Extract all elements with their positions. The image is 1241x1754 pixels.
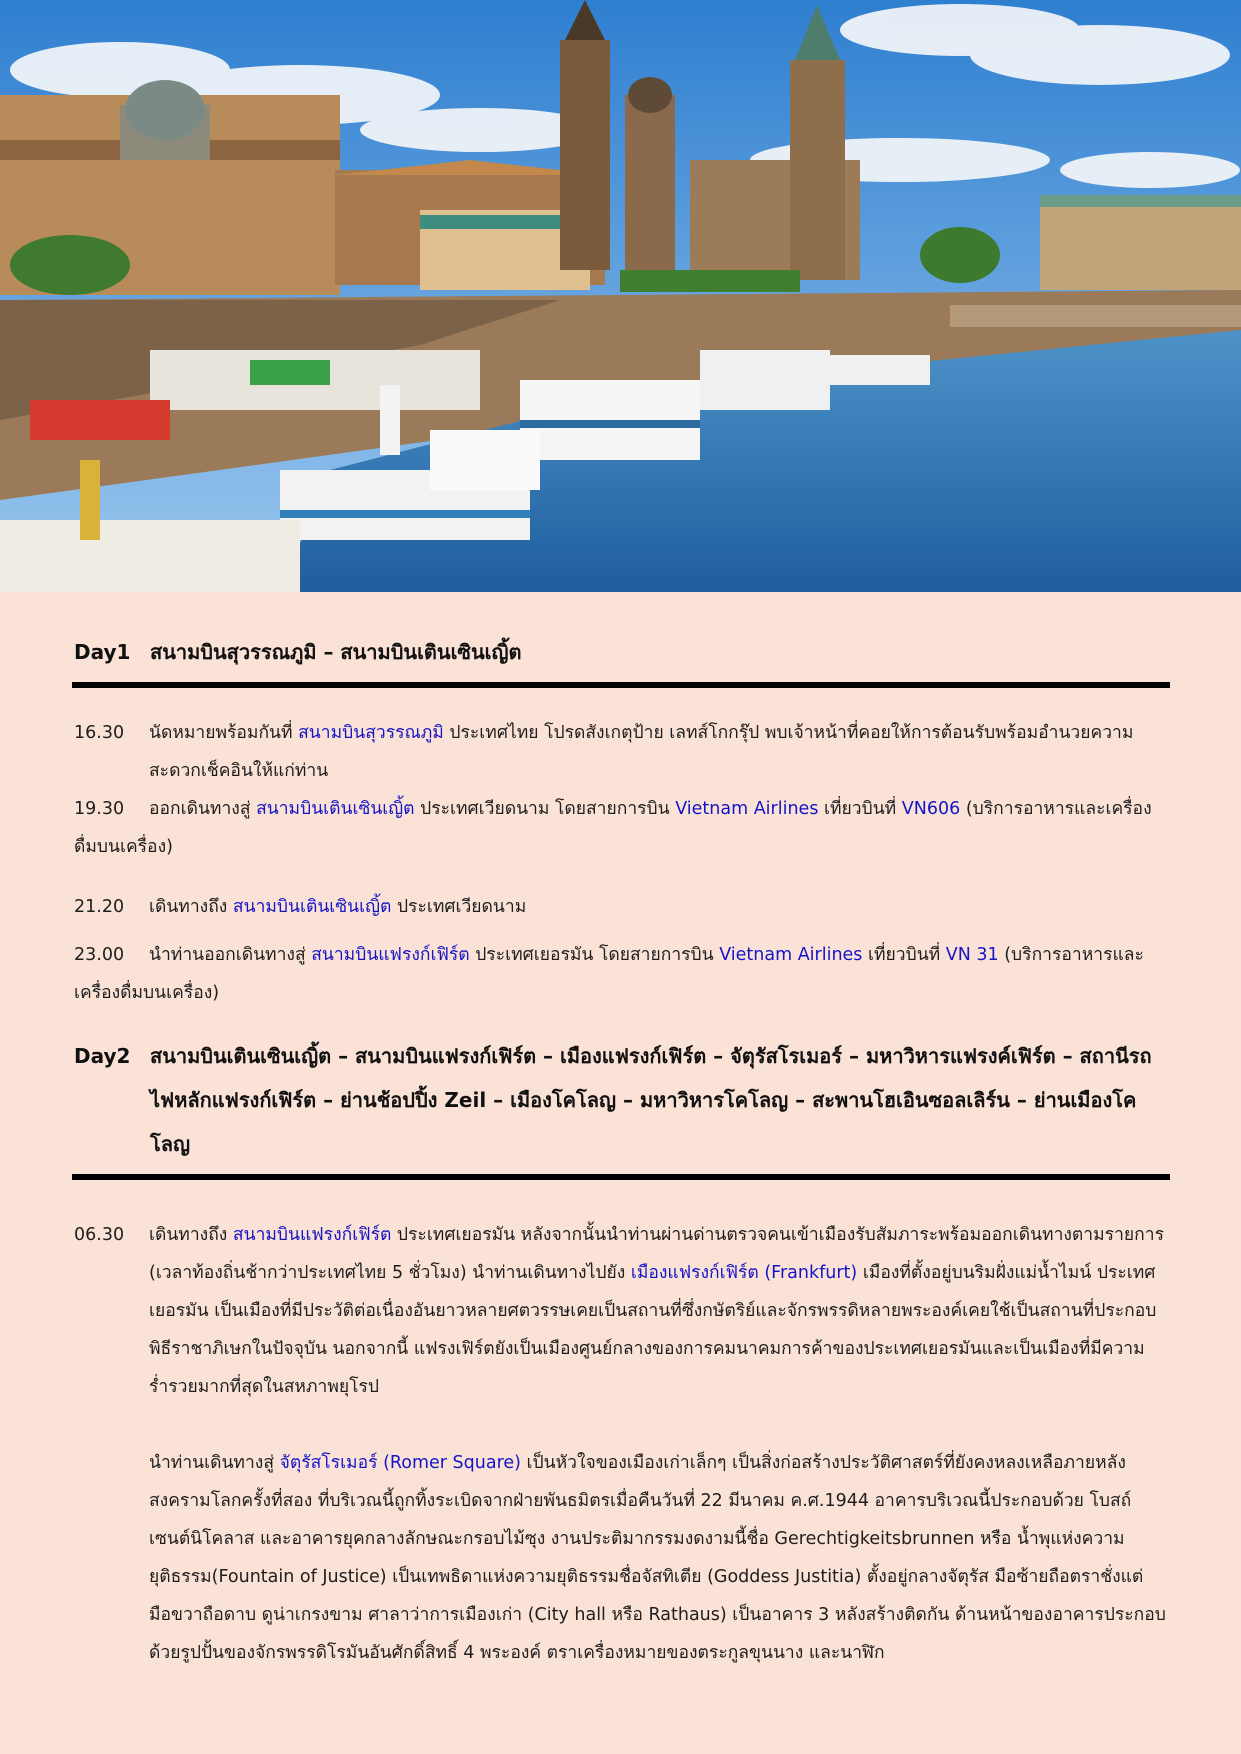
day2-header bbox=[74, 1034, 1170, 1166]
place-link: สนามบินแฟรงก์เฟิร์ต bbox=[311, 945, 470, 965]
item-time: 16.30 bbox=[74, 723, 125, 743]
item-text: ประเทศเยอรมัน โดยสายการบิน bbox=[469, 945, 720, 965]
item-text: เมืองที่ตั้งอยู่บนริมฝั่งแม่น้ำไมน์ ประเทศเยอรมัน เป็นเมืองที่มีประวัติต่อเนื่องอันยาวหลายศตวรรษเคยเป็นสถานที่ซึ่งกษัตริย์และจักรพรรดิหลายพระองค์เคยใช้เป็นสถานที่ประกอบพิธีราชาภิเษกในปัจจุบัน นอกจากนี้ แฟรงเฟิร์ตยังเป็นเมืองศูนย์กลางของการคมนาคมการค้าของประเทศเยอรมันและเป็นเมืองที่มีความร่ำรวยมากที่สุดในสหภาพยุโรป bbox=[149, 1263, 1157, 1397]
item-text: ประเทศเวียดนาม โดยสายการบิน bbox=[414, 799, 676, 819]
day1-label: Day1 bbox=[74, 640, 131, 664]
item-time: 06.30 bbox=[74, 1225, 125, 1245]
place-link: จัตุรัสโรเมอร์ (Romer Square) bbox=[279, 1453, 521, 1473]
place-link: สนามบินเตินเซินเญิ้ต bbox=[256, 799, 415, 819]
item-text: นำท่านเดินทางสู่ bbox=[149, 1453, 280, 1473]
item-text: เที่ยวบินที่ bbox=[862, 945, 946, 965]
place-link: สนามบินแฟรงก์เฟิร์ต bbox=[232, 1225, 392, 1245]
day1-item-4 bbox=[74, 936, 1170, 1012]
item-text: (บริการอาหารและเครื่องดื่มบนเครื่อง) bbox=[74, 945, 1144, 1003]
city-link: เมืองแฟรงก์เฟิร์ต (Frankfurt) bbox=[630, 1263, 858, 1283]
item-text: ประเทศเยอรมัน หลังจากนั้นนำท่านผ่านด่านตรวจคนเข้าเมืองรับสัมภาระพร้อมออกเดินทางตามรายการ (เวลาท้องถิ่นช้ากว่าประเทศไทย 5 ชั่วโมง) นำท่านเดินทางไปยัง bbox=[149, 1225, 1164, 1283]
day1-title: สนามบินสุวรรณภูมิ – สนามบินเตินเซินเญิ้ต bbox=[150, 640, 522, 664]
item-time: 19.30 bbox=[74, 799, 125, 819]
day2-label: Day2 bbox=[74, 1044, 131, 1068]
item-text: (บริการอาหารและเครื่องดื่มบนเครื่อง) bbox=[74, 799, 1152, 857]
itinerary-content bbox=[74, 592, 1170, 1672]
day1-divider bbox=[72, 682, 1170, 688]
item-text: เดินทางถึง bbox=[149, 897, 233, 917]
day1-header bbox=[74, 637, 1170, 667]
item-text: ออกเดินทางสู่ bbox=[149, 799, 257, 819]
dresden-riverfront-image bbox=[0, 0, 1241, 592]
day2-item-1 bbox=[74, 1216, 1170, 1406]
hero-photo bbox=[0, 0, 1241, 592]
place-link: สนามบินสุวรรณภูมิ bbox=[298, 723, 444, 743]
day2-title: สนามบินเตินเซินเญิ้ต – สนามบินแฟรงก์เฟิร์ต – เมืองแฟรงก์เฟิร์ต – จัตุรัสโรเมอร์ – มหาวิหารแฟรงค์เฟิร์ต – สถานีรถไฟหลักแฟรงก์เฟิร์ต – ย่านช้อปปิ้ง Zeil – เมืองโคโลญ – มหาวิหารโคโลญ – สะพานโฮเอินซอลเลิร์น – ย่านเมืองโคโลญ bbox=[150, 1044, 1152, 1156]
day2-divider bbox=[72, 1174, 1170, 1180]
day1-item-2 bbox=[74, 790, 1170, 866]
item-text: ประเทศเวียดนาม bbox=[391, 897, 527, 917]
flight-number: VN 31 bbox=[945, 945, 999, 965]
airline-name: Vietnam Airlines bbox=[719, 945, 863, 965]
item-text: เดินทางถึง bbox=[149, 1225, 233, 1245]
item-text: นัดหมายพร้อมกันที่ bbox=[149, 723, 299, 743]
item-time: 21.20 bbox=[74, 897, 125, 917]
item-text: เที่ยวบินที่ bbox=[818, 799, 902, 819]
flight-number: VN606 bbox=[901, 799, 961, 819]
day1-item-3 bbox=[74, 888, 1170, 926]
item-text: เป็นหัวใจของเมืองเก่าเล็กๆ เป็นสิ่งก่อสร้างประวัติศาสตร์ที่ยังคงหลงเหลือภายหลังสงครามโลกครั้งที่สอง ที่บริเวณนี้ถูกทิ้งระเบิดจากฝ่ายพันธมิตรเมื่อคืนวันที่ 22 มีนาคม ค.ศ.1944 อาคารบริเวณนี้ประกอบด้วย โบสถ์เซนต์นิโคลาส และอาคารยุคกลางลักษณะกรอบไม้ซุง งานประติมากรรมงดงามนี้ชื่อ Gerechtigkeitsbrunnen หรือ น้ำพุแห่งความยุติธรรม(Fountain of Justice) เป็นเทพธิดาแห่งความยุติธรรมชื่อจัสทิเตีย (Goddess Justitia) ตั้งอยู่กลางจัตุรัส มือซ้ายถือตราชั่งแต่มือขวาถือดาบ ดูน่าเกรงขาม ศาลาว่าการเมืองเก่า (City hall หรือ Rathaus) เป็นอาคาร 3 หลังสร้างติดกัน ด้านหน้าของอาคารประกอบด้วยรูปปั้นของจักรพรรดิโรมันอันศักดิ์สิทธิ์ 4 พระองค์ ตราเครื่องหมายของตระกูลขุนนาง และนาฬิก bbox=[149, 1453, 1166, 1663]
place-link: สนามบินเตินเซินเญิ้ต bbox=[232, 897, 392, 917]
day2-paragraph-romer bbox=[74, 1444, 1170, 1672]
airline-name: Vietnam Airlines bbox=[675, 799, 819, 819]
day1-item-1 bbox=[74, 714, 1170, 790]
item-text: นำท่านออกเดินทางสู่ bbox=[149, 945, 312, 965]
item-text: ประเทศไทย โปรดสังเกตุป้าย เลทส์โกกรุ๊ป พบเจ้าหน้าที่คอยให้การต้อนรับพร้อมอำนวยความสะดวกเช็คอินให้แก่ท่าน bbox=[149, 723, 1134, 781]
item-time: 23.00 bbox=[74, 945, 125, 965]
